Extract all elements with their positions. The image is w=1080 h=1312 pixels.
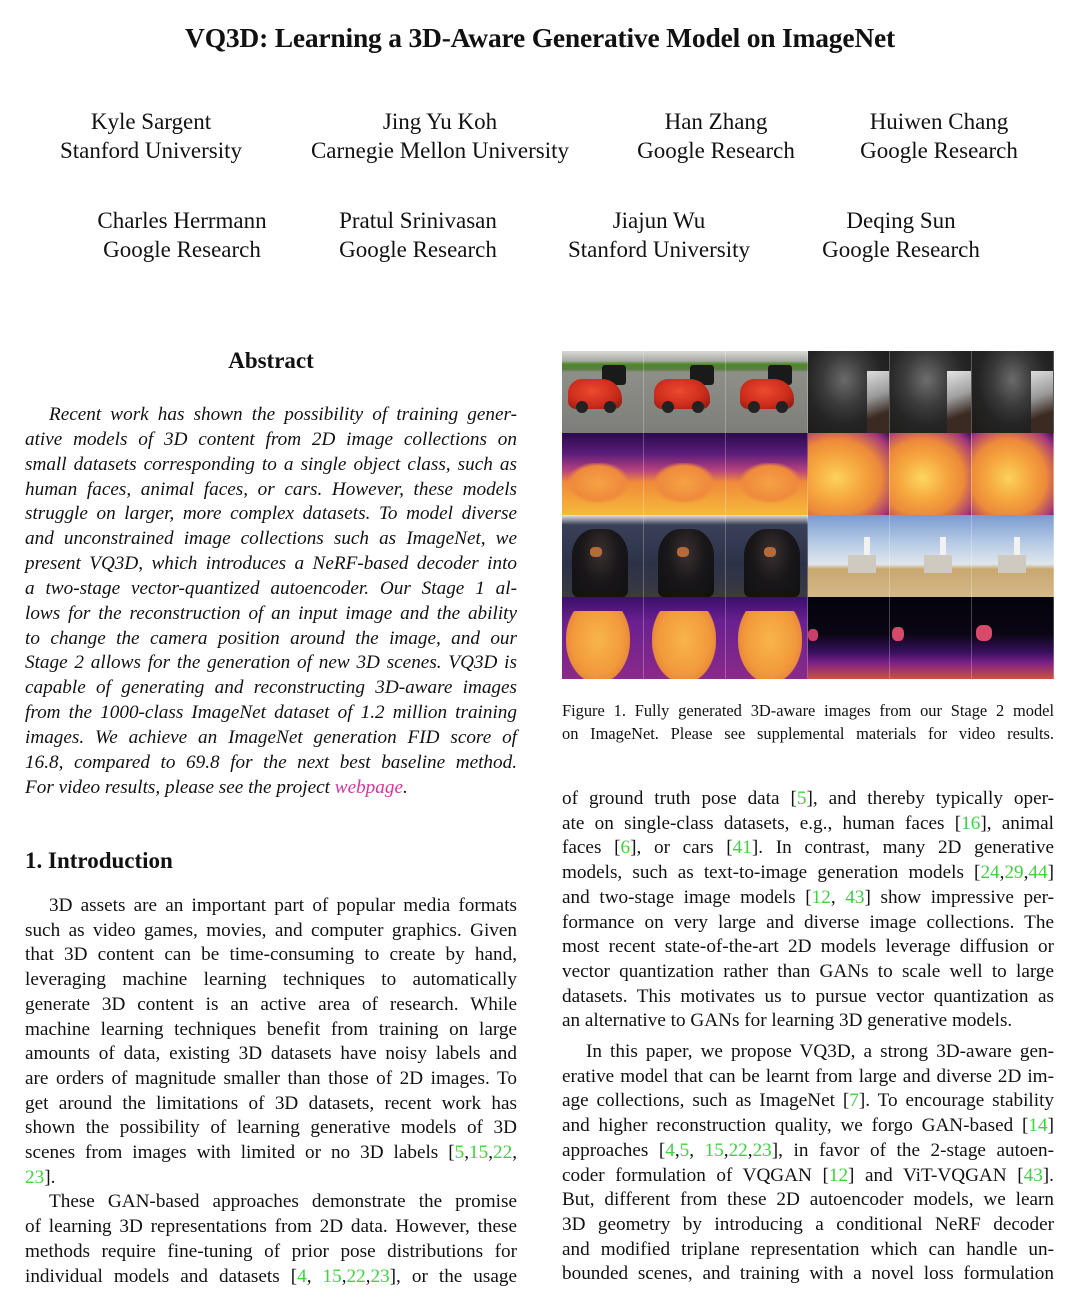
citation-link[interactable]: 5 [454, 1142, 465, 1164]
body-line: such as video games, movies, and computer graphics. Given [25, 919, 517, 941]
author-name: Kyle Sargent [90, 109, 212, 134]
body-line: and modified triplane representation which can handle un- [562, 1238, 1054, 1260]
figure-tile-lighthouse-depth [890, 597, 972, 679]
author-affiliation: Google Research [822, 236, 980, 262]
author-affiliation: Google Research [339, 236, 497, 262]
author-block [568, 207, 750, 264]
body-line [562, 1164, 1054, 1189]
body-line: erative model that can be learnt from large and diverse 2D im- [562, 1065, 1054, 1087]
body-line: datasets. This motivates us to pursue vector quantization as [562, 985, 1054, 1007]
abstract-line: small datasets corresponding to a single object class, such as [25, 453, 517, 475]
abstract-line: Recent work has shown the possibility of training gener- [49, 404, 517, 425]
author-affiliation: Google Research [103, 236, 261, 262]
figure-tile-car-depth [644, 433, 726, 515]
body-text: , [512, 1142, 517, 1164]
body-line: bounded scenes, and training with a novel loss formulation [562, 1263, 1054, 1285]
body-line: In this paper, we propose VQ3D, a strong 3D-aware gen- [586, 1041, 1054, 1063]
citation-link[interactable]: 4 [665, 1139, 675, 1161]
author-name: Jiajun Wu [612, 208, 706, 233]
abstract-line: a two-stage vector-quantized autoencoder. Our Stage 1 al- [25, 577, 517, 599]
citation-link[interactable]: 43 [1023, 1164, 1043, 1186]
abstract-line: ative models of 3D content from 2D image collections on [25, 428, 517, 450]
citation-link[interactable]: 16 [961, 812, 981, 834]
body-line: an alternative to GANs for learning 3D generative models. [562, 1010, 1013, 1032]
body-text: faces [ [562, 837, 621, 859]
body-text: ] and ViT-VQGAN [ [848, 1164, 1024, 1186]
author-affiliation: Stanford University [567, 236, 751, 262]
figure-tile-dog-rgb [644, 515, 726, 597]
citation-link[interactable]: 29 [1004, 862, 1024, 884]
body-text: approaches [ [562, 1139, 666, 1161]
citation-link[interactable]: 4 [297, 1265, 307, 1287]
citation-link[interactable]: 41 [732, 837, 752, 859]
caption-line: on ImageNet. Please see supplemental materials for video results. [562, 724, 1054, 743]
body-line: But, different from these 2D autoencoder models, we learn [562, 1189, 1054, 1211]
body-line: scenes from images with limited or no 3D labels [5,15,22, [25, 1142, 517, 1164]
body-line: methods require fine-tuning of prior pose distributions for [25, 1240, 517, 1262]
body-text: ]. In contrast, many 2D generative [751, 837, 1054, 859]
body-line [562, 836, 1054, 861]
abstract-line: Stage 2 allows for the generation of new 3D scenes. VQ3D is [25, 652, 517, 674]
citation-link[interactable]: 24 [980, 862, 1000, 884]
citation-link[interactable]: 44 [1028, 862, 1048, 884]
figure-tile-car-depth [562, 433, 644, 515]
figure-tile-monkey-depth [890, 433, 972, 515]
figure-tile-dog-depth [644, 597, 726, 679]
citation-link[interactable]: 23 [752, 1139, 772, 1161]
body-line: formance on very large and diverse image collections. The [562, 911, 1054, 933]
abstract-text: For video results, please see the project [25, 776, 335, 798]
body-line: amounts of data, existing 3D datasets have noisy labels and [25, 1043, 517, 1065]
body-text: ]. To encourage stability [858, 1090, 1054, 1112]
abstract-text: . [402, 776, 408, 798]
body-line: approaches [4,5, 15,22,23], in favor of the 2-stage autoen- [562, 1139, 1055, 1161]
citation-link[interactable]: 23 [370, 1265, 390, 1287]
author-block [60, 108, 242, 165]
body-text: ]. [1042, 1164, 1054, 1186]
body-text: ]. [44, 1166, 56, 1188]
body-text: ], and thereby typically oper- [806, 788, 1054, 809]
figure-tile-monkey-rgb [890, 351, 972, 433]
section-heading-introduction: 1. Introduction [25, 848, 173, 873]
body-text: coder formulation of VQGAN [ [562, 1164, 829, 1186]
abstract-line: struggle on larger, more complex datasets. To model diverse [25, 503, 517, 525]
body-text: scenes from images with limited or no 3D labels [ [25, 1142, 455, 1164]
body-line: of learning 3D representations from 2D data. However, these [25, 1216, 517, 1238]
author-block [637, 108, 795, 165]
figure-tile-car-rgb [644, 351, 726, 433]
citation-link[interactable]: 22 [493, 1142, 513, 1164]
body-line [562, 1089, 1054, 1114]
abstract-line: 16.8, compared to 69.8 for the next best baseline method. [25, 751, 517, 773]
figure-tile-car-depth [726, 433, 808, 515]
body-text: individual models and datasets [ [25, 1265, 298, 1287]
figure-tile-lighthouse-depth [972, 597, 1054, 679]
author-block [822, 207, 980, 264]
abstract-line: human faces, animal faces, or cars. However, these models [25, 478, 517, 500]
citation-link[interactable]: 5 [796, 788, 807, 809]
body-line: are orders of magnitude smaller than those of 2D images. To [25, 1067, 517, 1089]
author-affiliation: Google Research [860, 137, 1018, 163]
figure-tile-car-rgb [726, 351, 808, 433]
author-name: Han Zhang [664, 109, 768, 134]
figure-tile-car-rgb [562, 351, 644, 433]
body-line: These GAN-based approaches demonstrate the promise [49, 1191, 517, 1213]
citation-link[interactable]: 43 [845, 886, 865, 908]
citation-link[interactable]: 22 [728, 1139, 748, 1161]
body-line: most recent state-of-the-art 2D models leverage diffusion or [562, 936, 1054, 958]
author-name: Deqing Sun [846, 208, 956, 233]
body-line: individual models and datasets [4, 15,22,23], or the usage [25, 1265, 517, 1287]
body-line: generate 3D content is an active area of research. While [25, 993, 517, 1015]
figure-1-grid [562, 351, 1054, 679]
figure-tile-dog-rgb [562, 515, 644, 597]
abstract-line: from the 1000-class ImageNet dataset of 1.2 million training [25, 702, 517, 724]
author-block [339, 207, 497, 264]
body-text: of ground truth pose data [ [562, 788, 797, 809]
figure-tile-dog-depth [726, 597, 808, 679]
citation-link[interactable]: 5 [679, 1139, 690, 1161]
citation-link[interactable]: 15 [322, 1265, 342, 1287]
citation-link[interactable]: 14 [1028, 1115, 1048, 1137]
abstract-line: images. We achieve an ImageNet generation FID score of [25, 726, 517, 748]
citation-link[interactable]: 15 [704, 1139, 724, 1161]
figure-tile-lighthouse-rgb [972, 515, 1054, 597]
abstract-line: and unconstrained image collections such as ImageNet, we [25, 528, 517, 550]
author-block [860, 108, 1018, 165]
body-text: and higher reconstruction quality, we forgo GAN-based [ [562, 1115, 1029, 1137]
author-affiliation: Google Research [637, 137, 795, 163]
body-line [25, 1166, 517, 1191]
body-text: ], or the usage [389, 1265, 517, 1287]
body-text: ], in favor of the 2-stage autoen- [771, 1139, 1055, 1161]
author-block [97, 207, 266, 264]
project-webpage-link[interactable]: webpage [334, 776, 403, 798]
body-line: shown the possibility of learning generative models of 3D [25, 1117, 517, 1139]
body-text: age collections, such as ImageNet [ [562, 1090, 850, 1112]
figure-tile-dog-rgb [726, 515, 808, 597]
body-text: and two-stage image models [ [562, 886, 812, 908]
body-text: ], or cars [ [630, 837, 733, 859]
abstract-line: lows for the reconstruction of an input image and the ability [25, 602, 517, 624]
body-line: that 3D content can be time-consuming to create by hand, [25, 944, 517, 966]
abstract-line: capable of generating and reconstructing 3D-aware images [25, 677, 517, 699]
author-name: Pratul Srinivasan [339, 208, 497, 233]
author-name: Huiwen Chang [869, 109, 1009, 134]
figure-tile-dog-depth [562, 597, 644, 679]
figure-tile-monkey-depth [972, 433, 1054, 515]
body-line: machine learning techniques benefit from training on large [25, 1018, 517, 1040]
body-text: ] [1047, 862, 1054, 884]
author-name: Charles Herrmann [97, 208, 267, 233]
body-text: ], animal [980, 812, 1054, 834]
citation-link[interactable]: 12 [811, 886, 831, 908]
citation-link[interactable]: 6 [620, 837, 631, 859]
caption-line: Figure 1. Fully generated 3D-aware images from our Stage 2 model [562, 701, 1054, 720]
figure-tile-monkey-depth [808, 433, 890, 515]
author-block [311, 108, 569, 165]
abstract-line [25, 776, 517, 801]
body-line: and two-stage image models [12, 43] show impressive per- [562, 886, 1055, 908]
citation-link[interactable]: 22 [346, 1265, 366, 1287]
abstract-line: to change the camera position around the image, and our [25, 627, 517, 649]
body-text: ] [1047, 1115, 1054, 1137]
body-text: ate on single-class datasets, e.g., human faces [ [562, 812, 962, 834]
author-affiliation: Carnegie Mellon University [310, 137, 570, 163]
figure-tile-monkey-rgb [808, 351, 890, 433]
body-line: 3D assets are an important part of popular media formats [49, 895, 517, 916]
figure-tile-monkey-rgb [972, 351, 1054, 433]
figure-1-caption [562, 699, 1054, 745]
abstract-heading: Abstract [228, 348, 314, 373]
author-affiliation: Stanford University [59, 137, 243, 163]
abstract-body [25, 403, 517, 801]
body-line: models, such as text-to-image generation models [24,29,44] [562, 862, 1054, 884]
citation-link[interactable]: 12 [828, 1164, 849, 1186]
body-line [562, 787, 1054, 812]
citation-link[interactable]: 15 [469, 1142, 489, 1164]
figure-tile-lighthouse-rgb [890, 515, 972, 597]
paper-title: VQ3D: Learning a 3D-Aware Generative Model on ImageNet [185, 22, 895, 53]
body-text: models, such as text-to-image generation models [ [562, 862, 981, 884]
introduction-right-column [562, 787, 1054, 1287]
body-line: 3D geometry by introducing a conditional NeRF decoder [562, 1213, 1054, 1235]
introduction-left-column [25, 894, 517, 1289]
abstract-line: present VQ3D, which introduces a NeRF-based decoder into [25, 553, 517, 575]
body-line: vector quantization rather than GANs to scale well to large [562, 960, 1054, 982]
body-text: ] show impressive per- [864, 886, 1055, 908]
body-line [562, 812, 1054, 837]
citation-link[interactable]: 23 [25, 1166, 45, 1188]
citation-link[interactable]: 7 [849, 1090, 859, 1112]
body-line [562, 1114, 1054, 1139]
body-line: leveraging machine learning techniques to automatically [25, 969, 517, 991]
author-name: Jing Yu Koh [382, 109, 498, 134]
figure-tile-lighthouse-rgb [808, 515, 890, 597]
body-line: get around the limitations of 3D datasets, recent work has [25, 1092, 517, 1114]
figure-tile-lighthouse-depth [808, 597, 890, 679]
